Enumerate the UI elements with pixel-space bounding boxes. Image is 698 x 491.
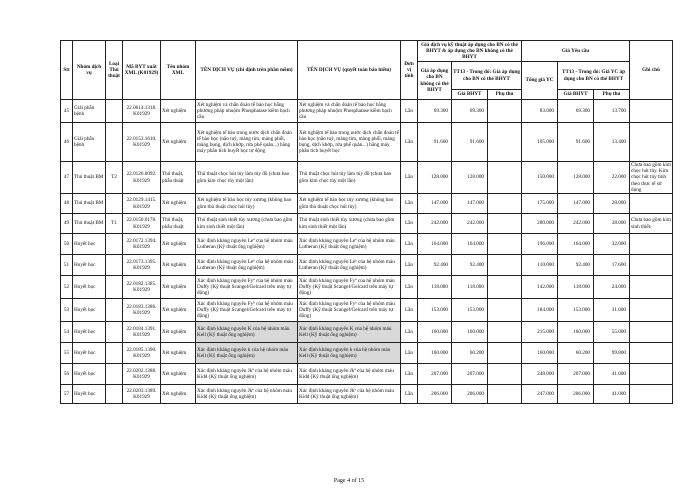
table-row [61,162,673,194]
row-total-yc: 215.000 [522,322,558,343]
row-price-non-bhyt: 118.000 [418,276,452,299]
row-note [630,385,673,404]
row-type [106,234,123,255]
row-total-yc: 280.000 [522,214,558,234]
row-stt: 53 [61,299,73,322]
row-unit: Lần [401,385,418,404]
table-row [61,255,673,276]
table-row [61,299,673,322]
row-gia-bhyt-yc: 91.600 [558,123,594,162]
price-table [60,40,673,404]
row-total-yc: 184.000 [522,299,558,322]
row-phu-thu-yc: 13.400 [594,123,630,162]
row-group: Thủ thuật BM [73,214,106,234]
row-note: Chưa bao gồm kim chọc hút tủy. Kim chọc hút tủy tính theo thực tế sử dụng [631,162,671,193]
row-gia-bhyt-yc: 206.000 [558,385,594,404]
row-stt: 47 [61,162,73,194]
row-service-name-insurance: Xác định kháng nguyên Fyᵇ của hệ nhóm máu Duffy (Kỹ thuật Scangel/Gelcard trên máy tự động) [298,299,401,322]
row-code: 22.0182.1385. K01929 [123,276,161,299]
row-gia-bhyt-yc: 60.200 [558,343,594,364]
row-code: 22.0129.1415. K01929 [123,194,161,214]
row-type: T1 [106,214,123,234]
row-gia-bhyt: 147.000 [452,194,488,214]
row-xml-name: Xét nghiệm [161,364,196,385]
row-price-non-bhyt: 128.000 [418,162,452,194]
row-stt: 55 [61,343,73,364]
row-stt: 57 [61,385,73,404]
row-price-non-bhyt: 206.000 [418,385,452,404]
row-gia-bhyt-yc: 147.000 [558,194,594,214]
row-type: T2 [106,162,123,194]
header-phu-thu: Phụ thu [488,90,522,100]
row-phu-thu-yc: 55.000 [594,322,630,343]
row-phu-thu [488,385,522,404]
row-code: 22.0202.1388. K01929 [123,364,161,385]
row-phu-thu-yc: 22.000 [594,162,630,194]
row-phu-thu [488,162,522,194]
row-price-non-bhyt: 153.000 [418,299,452,322]
table-row [61,100,673,123]
table-row [61,322,673,343]
header-code: Mã BYT xuất XML (K01929) [123,41,161,100]
header-stt: Stt [61,41,73,100]
row-service-name-price: Xác định kháng nguyên Jkᵇ của hệ nhóm máu Kidd (Kỹ thuật ống nghiệm) [196,385,298,404]
row-note [630,123,673,162]
row-note: Chưa bao gồm kim sinh thiết. [630,214,673,234]
row-gia-bhyt-yc: 242.000 [558,214,594,234]
header-xml-name: Tên nhóm XML [161,41,196,100]
row-code: 22.0185.1390. K01929 [123,343,161,364]
row-total-yc: 142.000 [522,276,558,299]
row-phu-thu [488,234,522,255]
row-code: 22.0153.1610. K01929 [123,123,161,162]
row-price-non-bhyt: 242.000 [418,214,452,234]
row-stt: 51 [61,255,73,276]
row-xml-name: Xét nghiệm [161,343,196,364]
row-phu-thu-yc: 17.600 [594,255,630,276]
row-unit: Lần [401,162,418,194]
row-note [630,194,673,214]
row-gia-bhyt-yc: 207.000 [558,364,594,385]
row-group: Huyết học [73,255,106,276]
row-unit: Lần [401,214,418,234]
row-total-yc: 160.000 [522,343,558,364]
row-unit: Lần [401,276,418,299]
row-type [106,194,123,214]
table-row [61,276,673,299]
row-service-name-price: Xác định kháng nguyên Fyª của hệ nhóm máu Duffy (Kỹ thuật Scangel/Gelcard trên máy tự động) [196,276,298,299]
row-phu-thu-yc: 24.000 [594,276,630,299]
row-gia-bhyt: 153.000 [452,299,488,322]
row-gia-bhyt-yc: 153.000 [558,299,594,322]
row-phu-thu-yc: 13.700 [594,100,630,123]
row-gia-bhyt: 92.400 [452,255,488,276]
row-service-name-insurance: Xác định kháng nguyên K của hệ nhóm máu Kell (Kỹ thuật ống nghiệm) [298,322,401,343]
header-unit: Đơn vị tính [401,41,418,100]
row-service-name-price: Xét nghiệm tế bào học tủy xương (không bao gồm thủ thuật chọc hút tủy) [196,194,298,214]
row-xml-name: Xét nghiệm [161,123,196,162]
row-total-yc: 83.000 [522,100,558,123]
row-xml-name: Xét nghiệm [161,385,196,404]
row-type [106,276,123,299]
row-price-non-bhyt: 207.000 [418,364,452,385]
row-gia-bhyt-yc: 118.000 [558,276,594,299]
row-gia-bhyt: 242.000 [452,214,488,234]
row-service-name-price: Xét nghiệm tế bào trong nước dịch chẩn đoán tế bào học (não tuỷ, màng tim, màng phổi, màng bụng, dịch khớp, rửa phế quản...) bằng máy phân tích huyết học tự động [196,123,298,162]
row-note [630,255,673,276]
row-phu-thu-yc: 41.000 [594,385,630,404]
row-group: Thủ thuật BM [73,194,106,214]
header-phu-thu-yc: Phụ thu [594,90,630,100]
row-code: 22.0172.1394. K01929 [123,234,161,255]
row-service-name-insurance: Xác định kháng nguyên Fyª của hệ nhóm máu Duffy (Kỹ thuật Scangel/Gelcard trên máy tự động) [298,276,401,299]
row-gia-bhyt: 206.000 [452,385,488,404]
row-stt: 52 [61,276,73,299]
row-note [630,322,673,343]
header-total-yc: Tổng giá YC [522,62,558,100]
row-code: 22.0126.0092. K01929 [123,162,161,194]
row-service-name-insurance: Xác định kháng nguyên k của hệ nhóm máu Kell (Kỹ thuật ống nghiệm) [298,343,401,364]
table-row [61,214,673,234]
row-type [106,364,123,385]
header-tt13-yc: TT13 - Trong đó: Giá YC áp dụng cho BN có thẻ BHYT [558,62,630,90]
row-total-yc: 110.000 [522,255,558,276]
row-service-name-price: Thủ thuật chọc hút tủy làm tủy đồ (chưa bao gồm kim chọc tủy một lần) [196,162,298,194]
row-unit: Lần [401,364,418,385]
row-gia-bhyt-yc: 69.300 [558,100,594,123]
table-row [61,123,673,162]
row-type [106,385,123,404]
row-unit: Lần [401,100,418,123]
row-gia-bhyt: 91.600 [452,123,488,162]
table-row [61,234,673,255]
row-xml-name: Xét nghiệm [161,234,196,255]
row-type [106,123,123,162]
row-service-name-insurance: Xét nghiệm và chẩn đoán tế bào học bằng phương pháp nhuộm Phosphatase kiềm bạch cầu [298,100,401,123]
row-code: 22.0203.1389. K01929 [123,385,161,404]
row-type [106,343,123,364]
row-unit: Lần [401,299,418,322]
row-phu-thu [488,343,522,364]
row-gia-bhyt: 60.200 [452,343,488,364]
row-service-name-price: Xác định kháng nguyên K của hệ nhóm máu Kell (Kỹ thuật ống nghiệm) [196,322,298,343]
row-unit: Lần [401,194,418,214]
row-phu-thu-yc: 31.000 [594,299,630,322]
row-note [630,100,673,123]
row-phu-thu [488,214,522,234]
row-service-name-price: Xác định kháng nguyên Leª của hệ nhóm máu Lutheran (Kỹ thuật ống nghiệm) [196,234,298,255]
row-group: Huyết học [73,299,106,322]
row-stt: 45 [61,100,73,123]
row-gia-bhyt: 160.000 [452,322,488,343]
row-xml-name: Xét nghiệm [161,100,196,123]
row-xml-name: Xét nghiệm [161,299,196,322]
row-gia-bhyt: 164.000 [452,234,488,255]
header-note: Ghi chú [630,41,673,100]
row-service-name-insurance: Thủ thuật sinh thiết tủy xương (chưa bao gồm kim sinh thiết một lần) [298,214,401,234]
row-price-non-bhyt: 160.000 [418,322,452,343]
row-total-yc: 105.000 [522,123,558,162]
row-service-name-insurance: Xác định kháng nguyên Jkᵇ của hệ nhóm máu Kidd (Kỹ thuật ống nghiệm) [298,385,401,404]
row-stt: 54 [61,322,73,343]
row-price-non-bhyt: 147.000 [418,194,452,214]
row-unit: Lần [401,255,418,276]
row-total-yc: 247.000 [522,385,558,404]
table-header [61,41,673,100]
row-phu-thu [488,100,522,123]
row-code: 22.0150.0178. K01929 [123,214,161,234]
header-type: Loại Thủ thuật [106,41,123,100]
row-group: Huyết học [73,322,106,343]
header-group: Nhóm dịch vụ [73,41,106,100]
header-request-group: Giá Yêu cầu [522,41,630,62]
row-service-name-insurance: Xác định kháng nguyên Jkª của hệ nhóm máu Kidd (Kỹ thuật ống nghiệm) [298,364,401,385]
row-service-name-insurance: Xét nghiệm tế bào trong nước dịch chẩn đoán tế bào học (não tuỷ, màng tim, màng phổi, màng bụng, dịch khớp, rửa phế quản...) bằng máy phân tích huyết học [298,123,401,162]
row-group: Huyết học [73,343,106,364]
row-gia-bhyt: 207.000 [452,364,488,385]
table-row [61,343,673,364]
row-group: Thủ thuật BM [73,162,106,194]
row-phu-thu-yc: 28.000 [594,194,630,214]
row-price-non-bhyt: 91.600 [418,123,452,162]
row-phu-thu [488,123,522,162]
row-price-non-bhyt: 164.000 [418,234,452,255]
row-code: 22.0173.1395. K01929 [123,255,161,276]
row-service-name-insurance: Xét nghiệm tế bào học tủy xương (không bao gồm thủ thuật chọc hút tủy) [298,194,401,214]
row-unit: Lần [401,123,418,162]
row-note [630,276,673,299]
row-service-name-insurance: Xác định kháng nguyên Leª của hệ nhóm máu Lutheran (Kỹ thuật ống nghiệm) [298,234,401,255]
row-price-non-bhyt: 69.300 [418,100,452,123]
row-price-non-bhyt: 160.000 [418,343,452,364]
row-stt: 46 [61,123,73,162]
row-type [106,299,123,322]
row-group: Giải phẫu bệnh [73,123,106,162]
header-gia-bhyt: Giá BHYT [452,90,488,100]
row-xml-name: Xét nghiệm [161,194,196,214]
row-gia-bhyt: 69.300 [452,100,488,123]
row-phu-thu [488,276,522,299]
row-total-yc: 196.000 [522,234,558,255]
header-service-name-insurance: TÊN DỊCH VỤ (quyết toán bảo hiểm) [298,41,401,100]
row-gia-bhyt-yc: 128.000 [558,162,594,194]
row-stt: 50 [61,234,73,255]
row-code: 22.0183.1386. K01929 [123,299,161,322]
row-gia-bhyt: 118.000 [452,276,488,299]
row-phu-thu-yc: 41.000 [594,364,630,385]
row-service-name-insurance: Thủ thuật chọc hút tủy làm tủy đồ (chưa bao gồm kim chọc tủy một lần) [298,162,401,194]
row-type [106,322,123,343]
row-unit: Lần [401,322,418,343]
row-note [630,234,673,255]
row-group: Huyết học [73,234,106,255]
row-stt: 48 [61,194,73,214]
table-body [61,100,673,404]
row-code: 22.0614.1318. K01929 [123,100,161,123]
page-number: Page 4 of 15 [333,478,365,484]
row-note [630,343,673,364]
table-row [61,364,673,385]
row-type [106,255,123,276]
table-row [61,194,673,214]
row-service-name-price: Xét nghiệm và chẩn đoán tế bào học bằng phương pháp nhuộm Phosphatase kiềm bạch cầu [196,100,298,123]
row-total-yc: 175.000 [522,194,558,214]
row-gia-bhyt-yc: 164.000 [558,234,594,255]
row-group: Huyết học [73,364,106,385]
row-group: Huyết học [73,385,106,404]
row-xml-name: Xét nghiệm [161,276,196,299]
row-xml-name: Xét nghiệm [161,322,196,343]
header-bhyt-group: Giá dịch vụ kỹ thuật áp dụng cho BN có thẻ BHYT & áp dụng cho BN không có thẻ BHYT [418,41,522,62]
row-price-non-bhyt: 92.400 [418,255,452,276]
row-phu-thu-yc: 32.000 [594,234,630,255]
row-xml-name: Thủ thuật, phẫu thuật [161,214,196,234]
row-type [106,100,123,123]
row-stt: 56 [61,364,73,385]
row-phu-thu [488,255,522,276]
row-service-name-price: Xác định kháng nguyên Jkª của hệ nhóm máu Kidd (Kỹ thuật ống nghiệm) [196,364,298,385]
header-service-name-price: TÊN DỊCH VỤ (chỉ định trên phần mềm) [196,41,298,100]
row-service-name-price: Thủ thuật sinh thiết tủy xương (chưa bao gồm kim sinh thiết một lần) [196,214,298,234]
row-phu-thu-yc: 99.800 [594,343,630,364]
table-row [61,385,673,404]
row-note [630,299,673,322]
header-gia-bhyt-yc: Giá BHYT [558,90,594,100]
row-service-name-price: Xác định kháng nguyên Leᵇ của hệ nhóm máu Lutheran (Kỹ thuật ống nghiệm) [196,255,298,276]
row-gia-bhyt-yc: 160.000 [558,322,594,343]
row-unit: Lần [401,234,418,255]
row-total-yc: 150.000 [522,162,558,194]
row-service-name-price: Xác định kháng nguyên k của hệ nhóm máu Kell (Kỹ thuật ống nghiệm) [196,343,298,364]
row-unit: Lần [401,343,418,364]
row-xml-name: Xét nghiệm [161,255,196,276]
row-service-name-insurance: Xác định kháng nguyên Leᵇ của hệ nhóm máu Lutheran (Kỹ thuật ống nghiệm) [298,255,401,276]
row-phu-thu [488,364,522,385]
row-service-name-price: Xác định kháng nguyên Fyᵇ của hệ nhóm máu Duffy (Kỹ thuật Scangel/Gelcard trên máy tự động) [196,299,298,322]
row-group: Huyết học [73,276,106,299]
row-total-yc: 248.000 [522,364,558,385]
row-stt: 49 [61,214,73,234]
header-price-non-bhyt: Giá áp dụng cho BN không có thẻ BHYT [418,62,452,100]
row-phu-thu-yc: 38.000 [594,214,630,234]
row-code: 22.0184.1391. K01929 [123,322,161,343]
row-phu-thu [488,299,522,322]
row-phu-thu [488,322,522,343]
row-gia-bhyt-yc: 92.400 [558,255,594,276]
row-gia-bhyt: 128.000 [452,162,488,194]
row-phu-thu [488,194,522,214]
header-tt13-bhyt: TT13 - Trong đó: Giá áp dụng cho BN có thẻ BHYT [452,62,522,90]
row-note [630,364,673,385]
row-group: Giải phẫu bệnh [73,100,106,123]
row-xml-name: Thủ thuật, phẫu thuật [161,162,196,194]
